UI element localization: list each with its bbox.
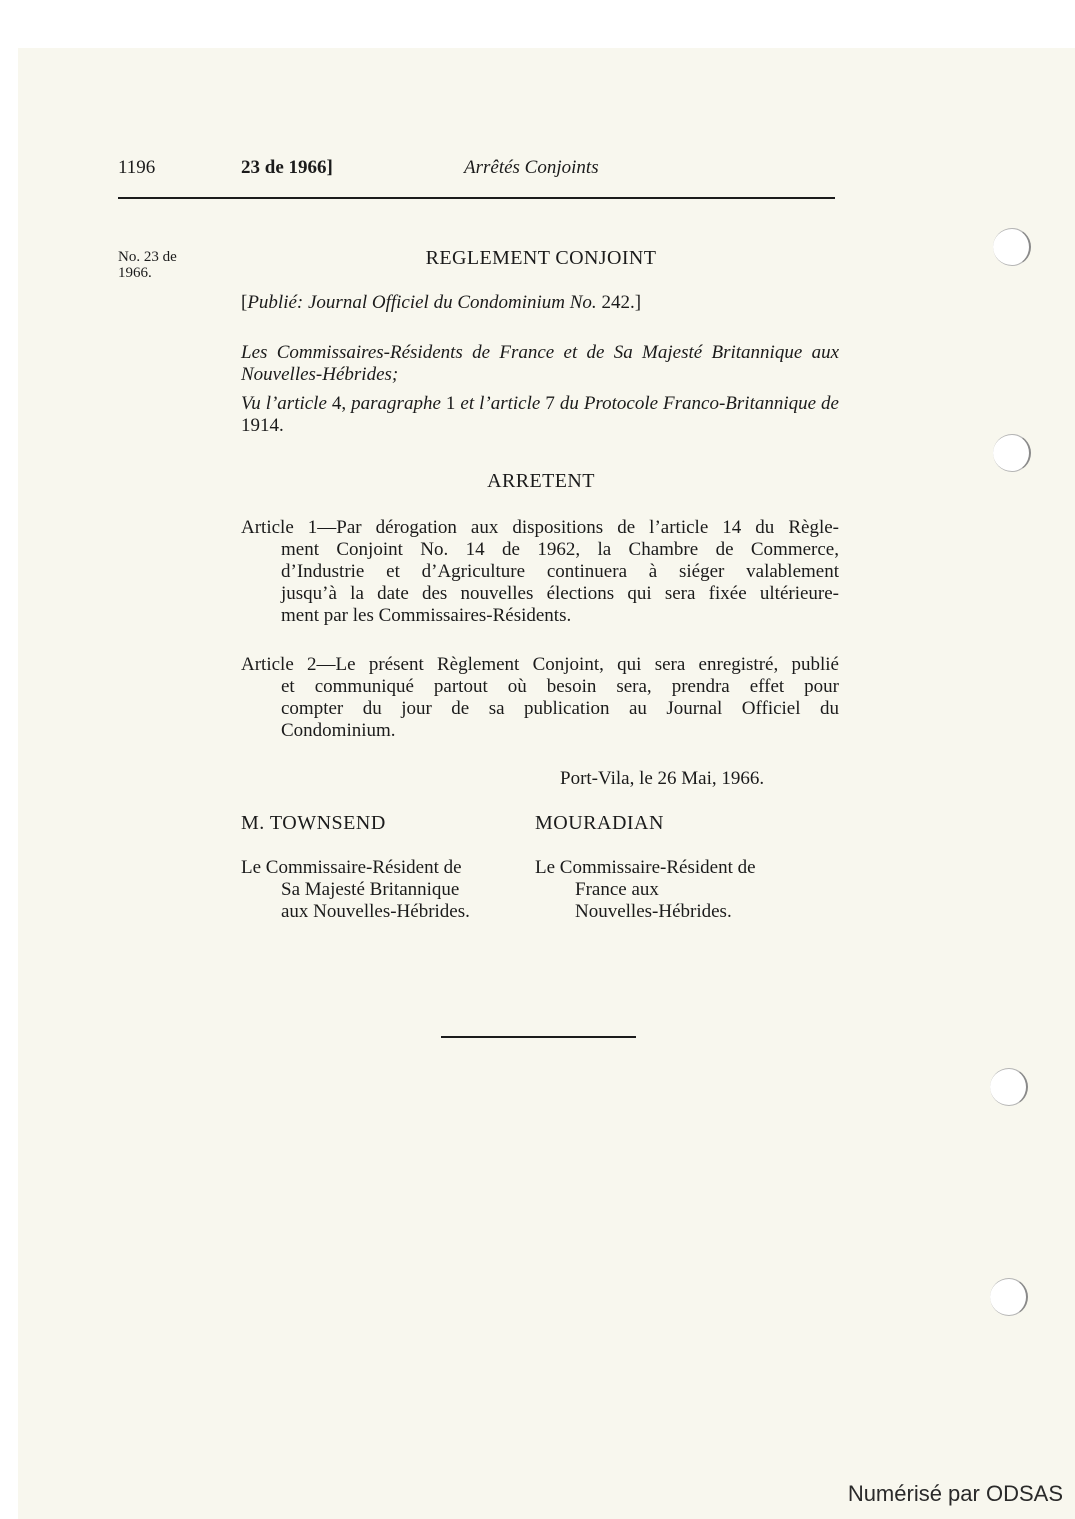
punch-hole-4 [990,1278,1028,1316]
signatory-title-line: France aux [575,879,659,900]
signatory-title-line: aux Nouvelles-Hébrides. [281,901,470,922]
punch-hole-1 [993,228,1031,266]
article-1-line: jusqu’à la date des nouvelles élections qui sera fixée ultérieure- [281,583,839,604]
signatory-british-title [241,857,470,923]
article-1 [241,517,839,627]
margin-note-line1: No. 23 de [118,249,177,265]
signatory-title-line: Le Commissaire-Résident de [241,857,462,878]
document-title: REGLEMENT CONJOINT [425,247,657,269]
page-number: 1196 [118,157,156,178]
article-2 [241,654,839,742]
preamble-commissioners: Les Commissaires-Résidents de France et de Sa Majesté Britannique aux Nouvelles-Hébrides; [241,342,839,385]
signatory-name: M. TOWNSEND [241,812,386,834]
article-1-line: Article 1—Par dérogation aux dispositions de l’article 14 du Règle- [241,517,839,538]
signatory-name: MOURADIAN [535,812,664,834]
place-date: Port-Vila, le 26 Mai, 1966. [560,768,765,789]
signatory-british [241,812,386,835]
article-2-line: Condominium. [281,720,396,741]
article-1-line: ment par les Commissaires-Résidents. [281,605,572,626]
regulation-reference: 23 de 1966] [241,157,333,178]
article-2-line: et communiqué partout où besoin sera, prendra effet pour [281,676,839,697]
header-rule [118,197,835,199]
signatory-title-line: Sa Majesté Britannique [281,879,460,900]
signatory-title-line: Nouvelles-Hébrides. [575,901,732,922]
publication-source: Publié: Journal Officiel du Condominium No. [247,292,597,313]
signatory-french-title [535,857,756,923]
article-1-line: ment Conjoint No. 14 de 1962, la Chambre de Commerce, [281,539,839,560]
decree-heading: ARRETENT [487,470,595,492]
end-rule [441,1036,636,1038]
article-1-line: d’Industrie et d’Agriculture continuera à siéger valablement [281,561,839,582]
publication-number: 242.] [601,292,642,313]
signatory-title-line: Le Commissaire-Résident de [535,857,756,878]
section-title: Arrêtés Conjoints [464,157,599,178]
margin-note [118,249,177,281]
punch-hole-2 [993,434,1031,472]
article-2-line: compter du jour de sa publication au Journal Officiel du [281,698,839,719]
signatory-french [535,812,664,835]
preamble-vu: Vu l’article 4, paragraphe 1 et l’article 7 du Protocole Franco-Britannique de 1914. [241,393,839,436]
publication-note: [Publié: Journal Officiel du Condominium No. 242.] [241,292,642,313]
digitization-watermark: Numérisé par ODSAS [847,1481,1063,1506]
margin-note-line2: 1966. [118,265,152,281]
article-2-line: Article 2—Le présent Règlement Conjoint, qui sera enregistré, publié [241,654,839,675]
punch-hole-3 [990,1068,1028,1106]
